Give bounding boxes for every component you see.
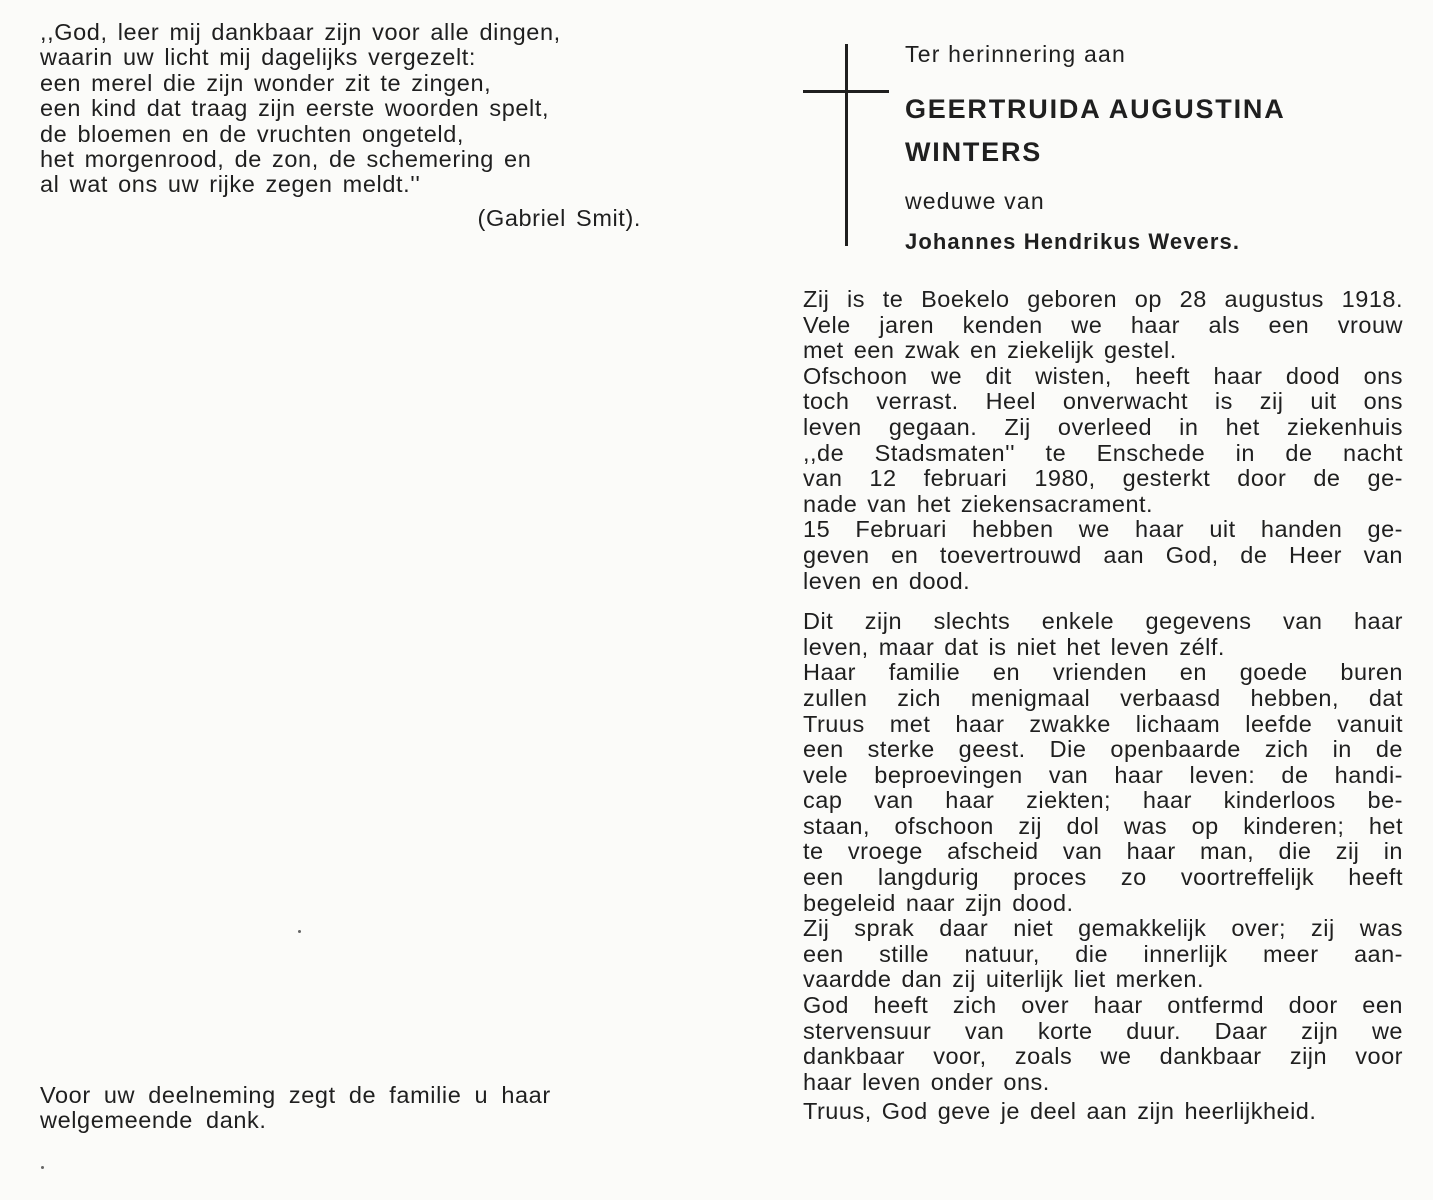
bio-line: God heeft zich over haar ontfermd door een bbox=[803, 992, 1403, 1019]
print-speck bbox=[41, 1166, 44, 1169]
bio-line: haar leven onder ons. bbox=[803, 1068, 1050, 1095]
bio-line: staan, ofschoon zij dol was op kinderen; het bbox=[803, 812, 1403, 839]
bio-line: een stille natuur, die innerlijk meer aan- bbox=[803, 940, 1403, 967]
paragraph-gap bbox=[803, 594, 1403, 609]
bio-line: vele beproevingen van haar leven: de handi- bbox=[803, 761, 1403, 788]
bio-line: ,,de Stadsmaten'' te Enschede in de nacht bbox=[803, 439, 1403, 466]
bio-line: te vroege afscheid van haar man, die zij in bbox=[803, 838, 1403, 865]
closing-line: Truus, God geve je deel aan zijn heerlijkheid. bbox=[803, 1098, 1317, 1124]
bio-line: Zij sprak daar niet gemakkelijk over; zij was bbox=[803, 915, 1403, 942]
biography-paragraph-2 bbox=[803, 609, 1403, 1095]
bio-line: van 12 februari 1980, gesterkt door de ge- bbox=[803, 465, 1403, 492]
biography-paragraph-1 bbox=[803, 287, 1403, 594]
bio-line: dankbaar voor, zoals we dankbaar zijn voor bbox=[803, 1043, 1403, 1070]
poem-line: al wat ons uw rijke zegen meldt.'' bbox=[40, 171, 421, 198]
bio-line: toch verrast. Heel onverwacht is zij uit ons bbox=[803, 388, 1403, 415]
deceased-name-line1: GEERTRUIDA AUGUSTINA bbox=[905, 94, 1286, 124]
bio-line: zullen zich menigmaal verbaasd hebben, dat bbox=[803, 684, 1403, 711]
deceased-name-line2: WINTERS bbox=[905, 137, 1043, 167]
print-speck bbox=[298, 930, 301, 933]
deceased-name bbox=[905, 88, 1405, 174]
bio-line: begeleid naar zijn dood. bbox=[803, 889, 1074, 916]
bio-line: met een zwak en ziekelijk gestel. bbox=[803, 337, 1177, 364]
thanks-line: Voor uw deelneming zegt de familie u haar bbox=[40, 1082, 551, 1108]
bio-line: vaardde dan zij uiterlijk liet merken. bbox=[803, 966, 1205, 993]
thanks-note bbox=[40, 1083, 645, 1134]
bio-line: 15 Februari hebben we haar uit handen ge- bbox=[803, 516, 1403, 543]
biography bbox=[803, 287, 1403, 1095]
poem-line: de bloemen en de vruchten ongeteld, bbox=[40, 120, 465, 147]
cross-icon bbox=[845, 44, 848, 246]
cross-icon-arm bbox=[803, 90, 889, 93]
bio-line: een langdurig proces zo voortreffelijk heeft bbox=[803, 864, 1403, 891]
thanks-line: welgemeende dank. bbox=[40, 1107, 267, 1134]
bio-line: Dit zijn slechts enkele gegevens van haar bbox=[803, 608, 1403, 635]
bio-line: een sterke geest. Die openbaarde zich in de bbox=[803, 736, 1403, 763]
bio-line: Truus met haar zwakke lichaam leefde vanuit bbox=[803, 710, 1403, 737]
bio-line: stervensuur van korte duur. Daar zijn we bbox=[803, 1017, 1403, 1044]
bio-line: geven en toevertrouwd aan God, de Heer van bbox=[803, 541, 1403, 568]
poem-line: ,,God, leer mij dankbaar zijn voor alle dingen, bbox=[40, 19, 561, 45]
poem-line: waarin uw licht mij dagelijks vergezelt: bbox=[40, 44, 477, 71]
bio-line: Vele jaren kenden we haar als een vrouw bbox=[803, 311, 1403, 338]
poem-attribution: (Gabriel Smit). bbox=[477, 204, 641, 231]
bio-line: leven, maar dat is niet het leven zélf. bbox=[803, 633, 1225, 660]
memorial-header bbox=[905, 40, 1405, 256]
poem-line: een merel die zijn wonder zit te zingen, bbox=[40, 69, 492, 96]
husband-name: Johannes Hendrikus Wevers. bbox=[905, 229, 1241, 254]
intro-text: Ter herinnering aan bbox=[905, 41, 1126, 67]
poem bbox=[40, 20, 645, 231]
bio-line: Haar familie en vrienden en goede buren bbox=[803, 659, 1403, 686]
bio-line: leven gegaan. Zij overleed in het ziekenhuis bbox=[803, 413, 1403, 440]
relation-text: weduwe van bbox=[905, 188, 1045, 214]
bio-line: Zij is te Boekelo geboren op 28 augustus 1918. bbox=[803, 286, 1403, 312]
bio-line: leven en dood. bbox=[803, 567, 971, 594]
bio-line: cap van haar ziekten; haar kinderloos be- bbox=[803, 787, 1403, 814]
bio-line: nade van het ziekensacrament. bbox=[803, 490, 1154, 517]
bio-line: Ofschoon we dit wisten, heeft haar dood ons bbox=[803, 362, 1403, 389]
poem-line: het morgenrood, de zon, de schemering en bbox=[40, 146, 532, 173]
poem-line: een kind dat traag zijn eerste woorden spelt, bbox=[40, 95, 550, 122]
